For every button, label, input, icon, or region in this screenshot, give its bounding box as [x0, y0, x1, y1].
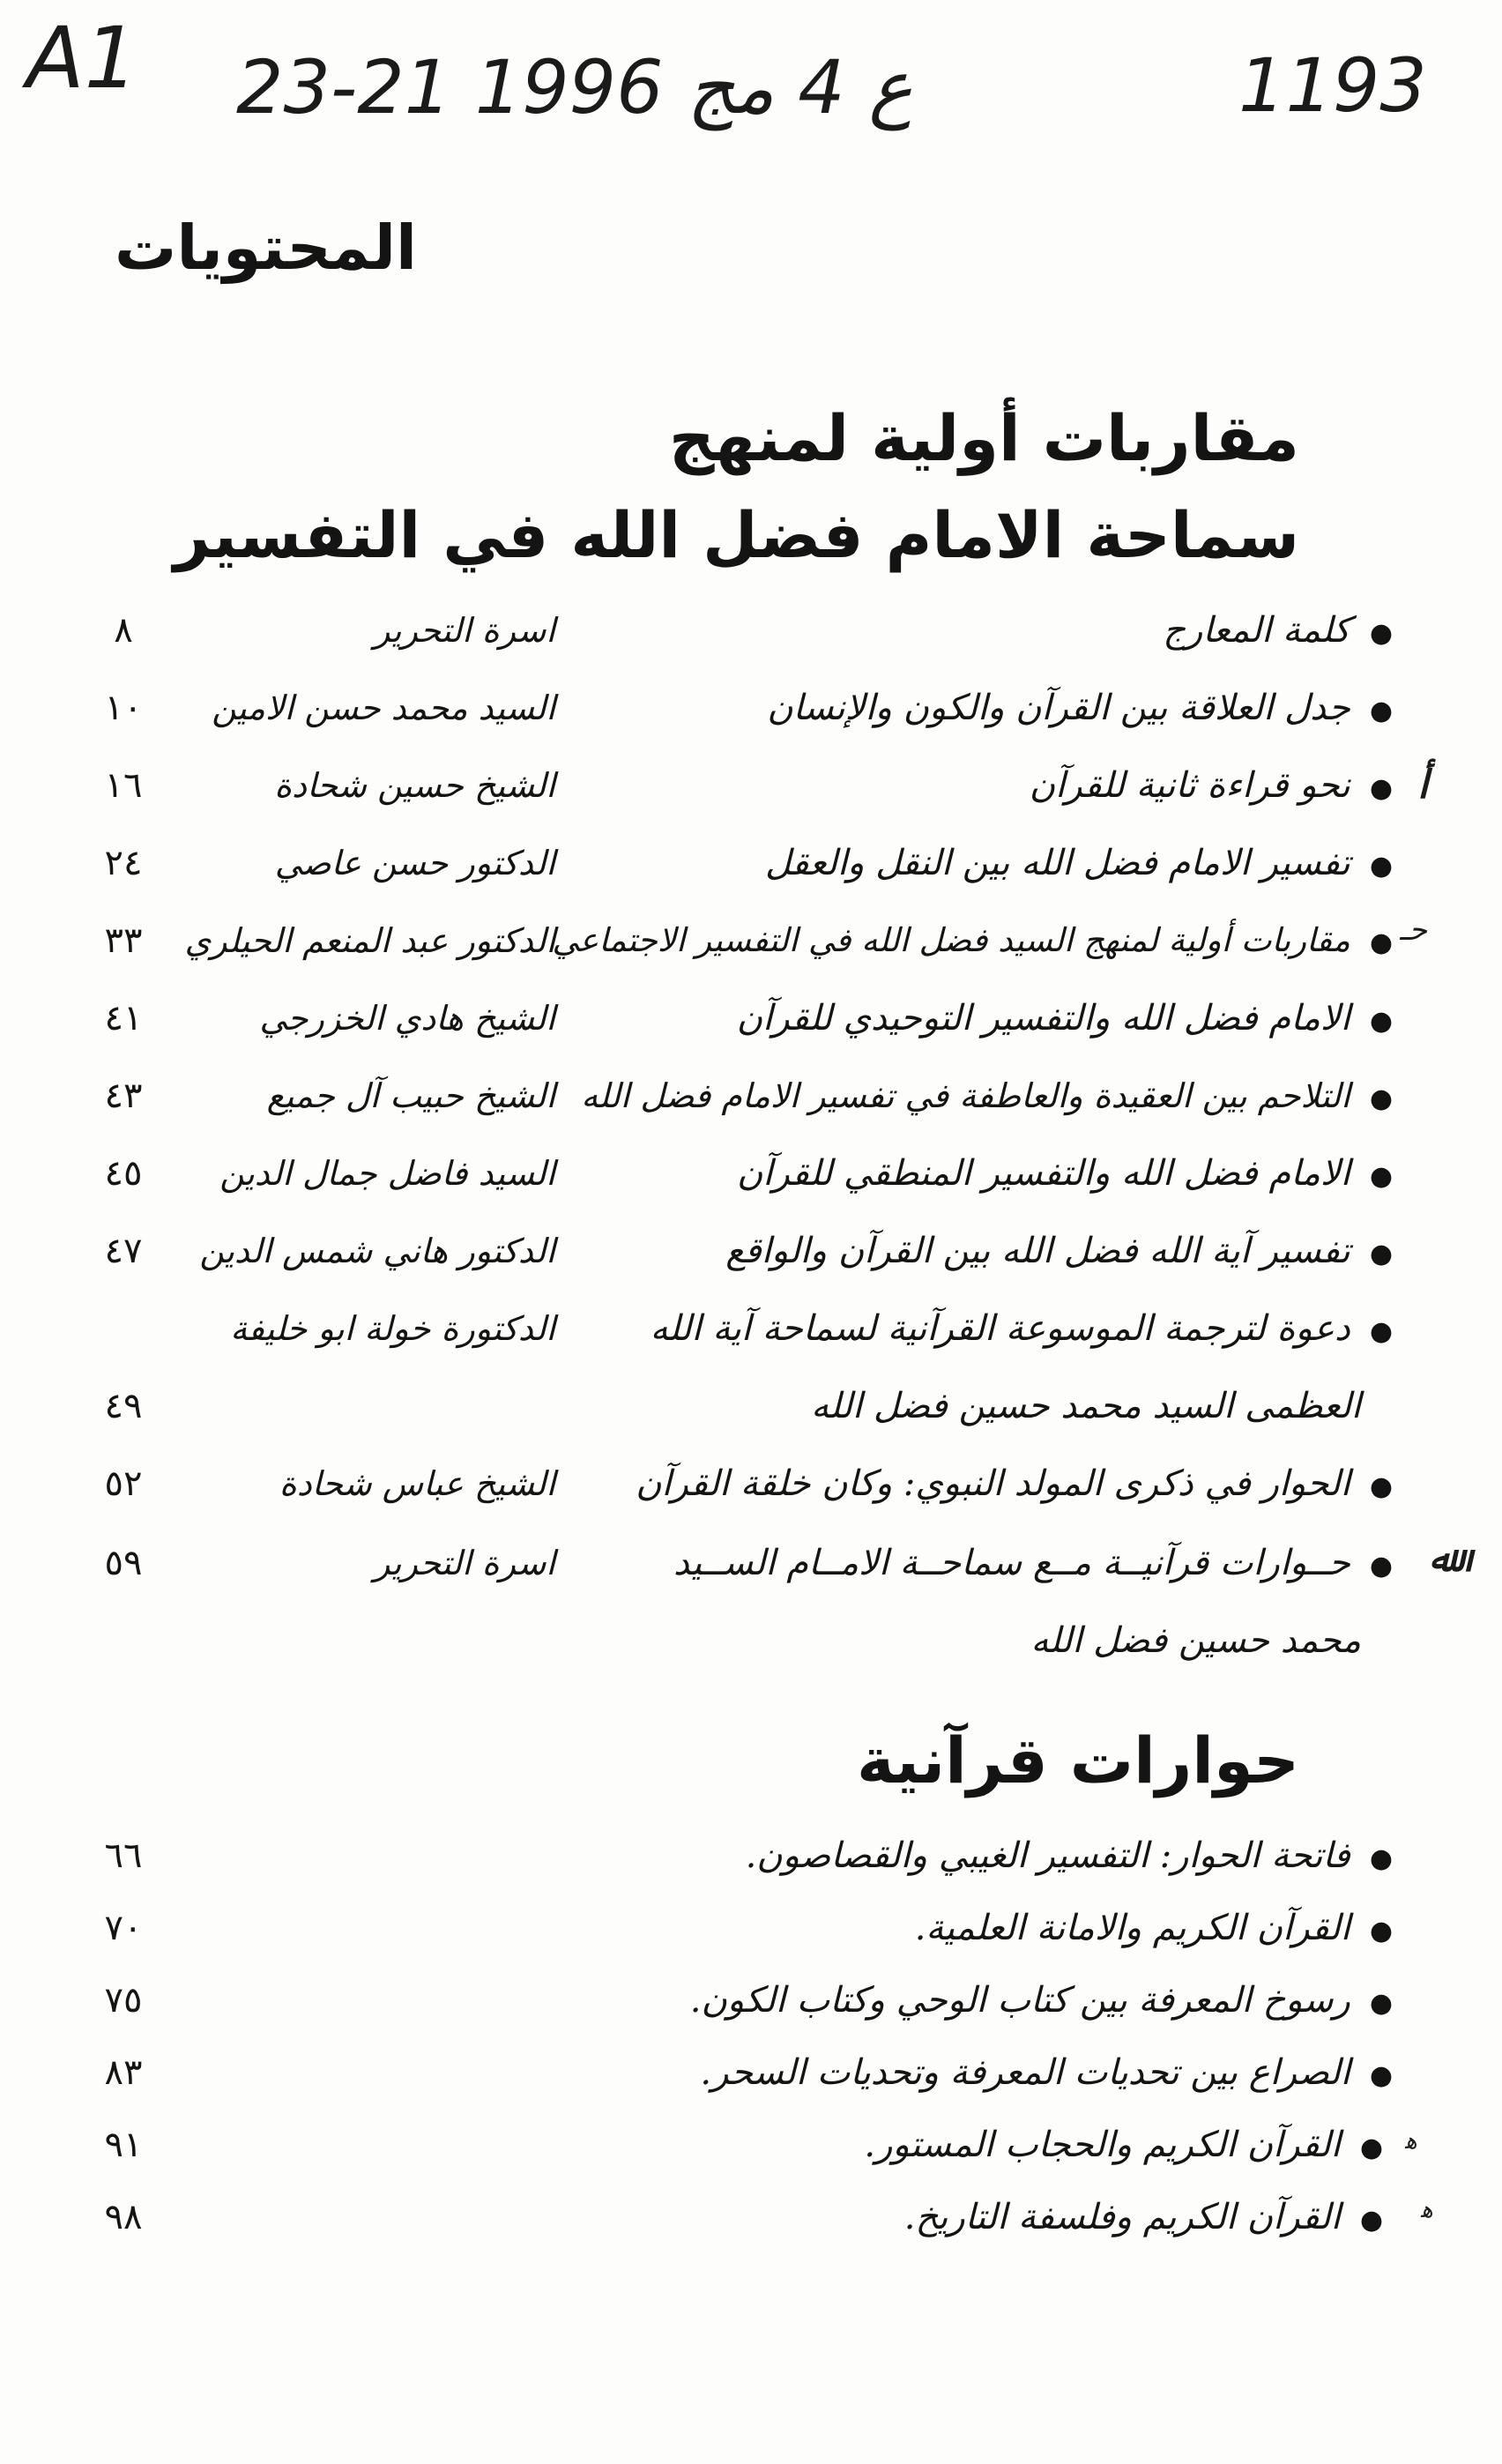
entry-title: ● التلاحم بين العقيدة والعاطفة في تفسير الامام فضل الله	[581, 1065, 1393, 1130]
toc-entry	[0, 2186, 1502, 2266]
toc-entry	[0, 1453, 1502, 1532]
entry-page: ٨٣	[104, 2052, 143, 2093]
toc-entry	[0, 1969, 1502, 2049]
entry-page: ٩٨	[104, 2197, 143, 2237]
entry-page: ١٦	[104, 765, 143, 806]
entry-page: ٤٥	[104, 1153, 143, 1194]
margin-mark: ﻫ	[1421, 2197, 1433, 2223]
entry-title: ● حــوارات قرآنيــة مــع سماحــة الامــام الســيد	[673, 1532, 1393, 1597]
entry-page: ٦٦	[104, 1835, 143, 1876]
entry-page: ٤٩	[104, 1386, 143, 1426]
entry-author: السيد فاضل جمال الدين	[219, 1154, 555, 1193]
entry-title: ● فاتحة الحوار: التفسير الغيبي والقصاصون.	[746, 1825, 1393, 1890]
toc-entry	[0, 599, 1502, 679]
entry-author: السيد محمد حسن الامين	[212, 689, 555, 727]
toc-entry	[0, 677, 1502, 756]
handwritten-date-reference: 23-21 ع 4 مج 1996	[236, 44, 913, 130]
entry-page: ٤٧	[104, 1231, 143, 1271]
entry-author: الشيخ عباس شحادة	[279, 1464, 555, 1503]
entry-title: ● تفسير الامام فضل الله بين النقل والعقل	[765, 832, 1393, 897]
toc-entry	[0, 987, 1502, 1067]
entry-title: ● رسوخ المعرفة بين كتاب الوحي وكتاب الكون.	[690, 1969, 1393, 2035]
entry-page: ٣٣	[104, 920, 143, 961]
toc-entry	[0, 2042, 1502, 2121]
toc-entry	[0, 2114, 1502, 2193]
entry-author: الدكتورة خولة ابو خليفة	[230, 1309, 555, 1348]
entry-title: ● نحو قراءة ثانية للقرآن	[1030, 755, 1393, 820]
entry-title: ● الامام فضل الله والتفسير التوحيدي للقرآن	[737, 987, 1393, 1053]
entry-page: ٥٩	[104, 1543, 143, 1583]
toc-entry	[0, 1065, 1502, 1144]
toc-entry	[0, 832, 1502, 912]
entry-title: ● القرآن الكريم والامانة العلمية.	[915, 1897, 1393, 1962]
entry-author: اسرة التحرير	[374, 1544, 555, 1582]
entry-page: ٤١	[104, 998, 143, 1038]
entry-page: ٧٠	[104, 1908, 143, 1948]
entry-title: ● الحوار في ذكرى المولد النبوي: وكان خلقة القرآن	[636, 1453, 1393, 1518]
entry-title: ● القرآن الكريم وفلسفة التاريخ.	[904, 2186, 1383, 2252]
margin-mark: ﷲ	[1430, 1539, 1451, 1580]
entry-author: الشيخ هادي الخزرجي	[259, 999, 555, 1038]
toc-entry	[0, 755, 1502, 834]
section2-heading: حوارات قرآنية	[857, 1723, 1299, 1798]
toc-entry	[0, 910, 1502, 989]
entry-author: اسرة التحرير	[374, 611, 555, 650]
toc-entry	[0, 1143, 1502, 1222]
entry-author: الشيخ حبيب آل جميع	[266, 1076, 555, 1115]
margin-mark: حـ	[1400, 912, 1427, 948]
entry-title: ● جدل العلاقة بين القرآن والكون والإنسان	[767, 677, 1393, 742]
section1-heading-line1: مقاربات أولية لمنهج	[668, 401, 1299, 475]
entry-page: ٥٢	[104, 1463, 143, 1504]
entry-page: ٨	[114, 610, 133, 651]
entry-page: ٢٤	[104, 843, 143, 883]
entry-page: ٤٣	[104, 1076, 143, 1116]
entry-author: الشيخ حسين شحادة	[274, 766, 555, 805]
entry-title: ● كلمة المعارج	[1163, 599, 1393, 665]
toc-entry	[0, 1220, 1502, 1299]
entry-author: الدكتور حسن عاصي	[274, 844, 555, 882]
entry-title: ● القرآن الكريم والحجاب المستور.	[864, 2114, 1383, 2179]
toc-entry	[0, 1825, 1502, 1904]
entry-author: الدكتور عبد المنعم الحيلري	[184, 921, 555, 960]
handwritten-number: 1193	[1238, 42, 1427, 129]
toc-entry	[0, 1532, 1502, 1691]
margin-mark: ﻫ	[1405, 2128, 1417, 2155]
entry-title-continued: العظمى السيد محمد حسين فضل الله	[811, 1386, 1361, 1426]
toc-entry	[0, 1897, 1502, 1976]
entry-title: ● الصراع بين تحديات المعرفة وتحديات السحر.	[700, 2042, 1393, 2107]
entry-author: الدكتور هاني شمس الدين	[199, 1232, 555, 1270]
entry-page: ٩١	[104, 2125, 143, 2165]
page-title: المحتويات	[115, 212, 418, 284]
toc-entry	[0, 1298, 1502, 1456]
entry-title-continued: محمد حسين فضل الله	[1030, 1620, 1361, 1661]
entry-title: ● مقاربات أولية لمنهج السيد فضل الله في التفسير الاجتماعي	[552, 910, 1393, 974]
section1-heading-line2: سماحة الامام فضل الله في التفسير	[173, 498, 1299, 572]
entry-title: ● تفسير آية الله فضل الله بين القرآن والواقع	[725, 1220, 1393, 1285]
handwritten-label: A1	[26, 9, 138, 108]
margin-mark: أ	[1417, 763, 1429, 808]
entry-page: ٧٥	[104, 1980, 143, 2021]
entry-title: ● الامام فضل الله والتفسير المنطقي للقرآن	[737, 1143, 1393, 1208]
entry-title: ● دعوة لترجمة الموسوعة القرآنية لسماحة آية الله	[651, 1298, 1393, 1363]
entry-page: ١٠	[104, 688, 143, 728]
